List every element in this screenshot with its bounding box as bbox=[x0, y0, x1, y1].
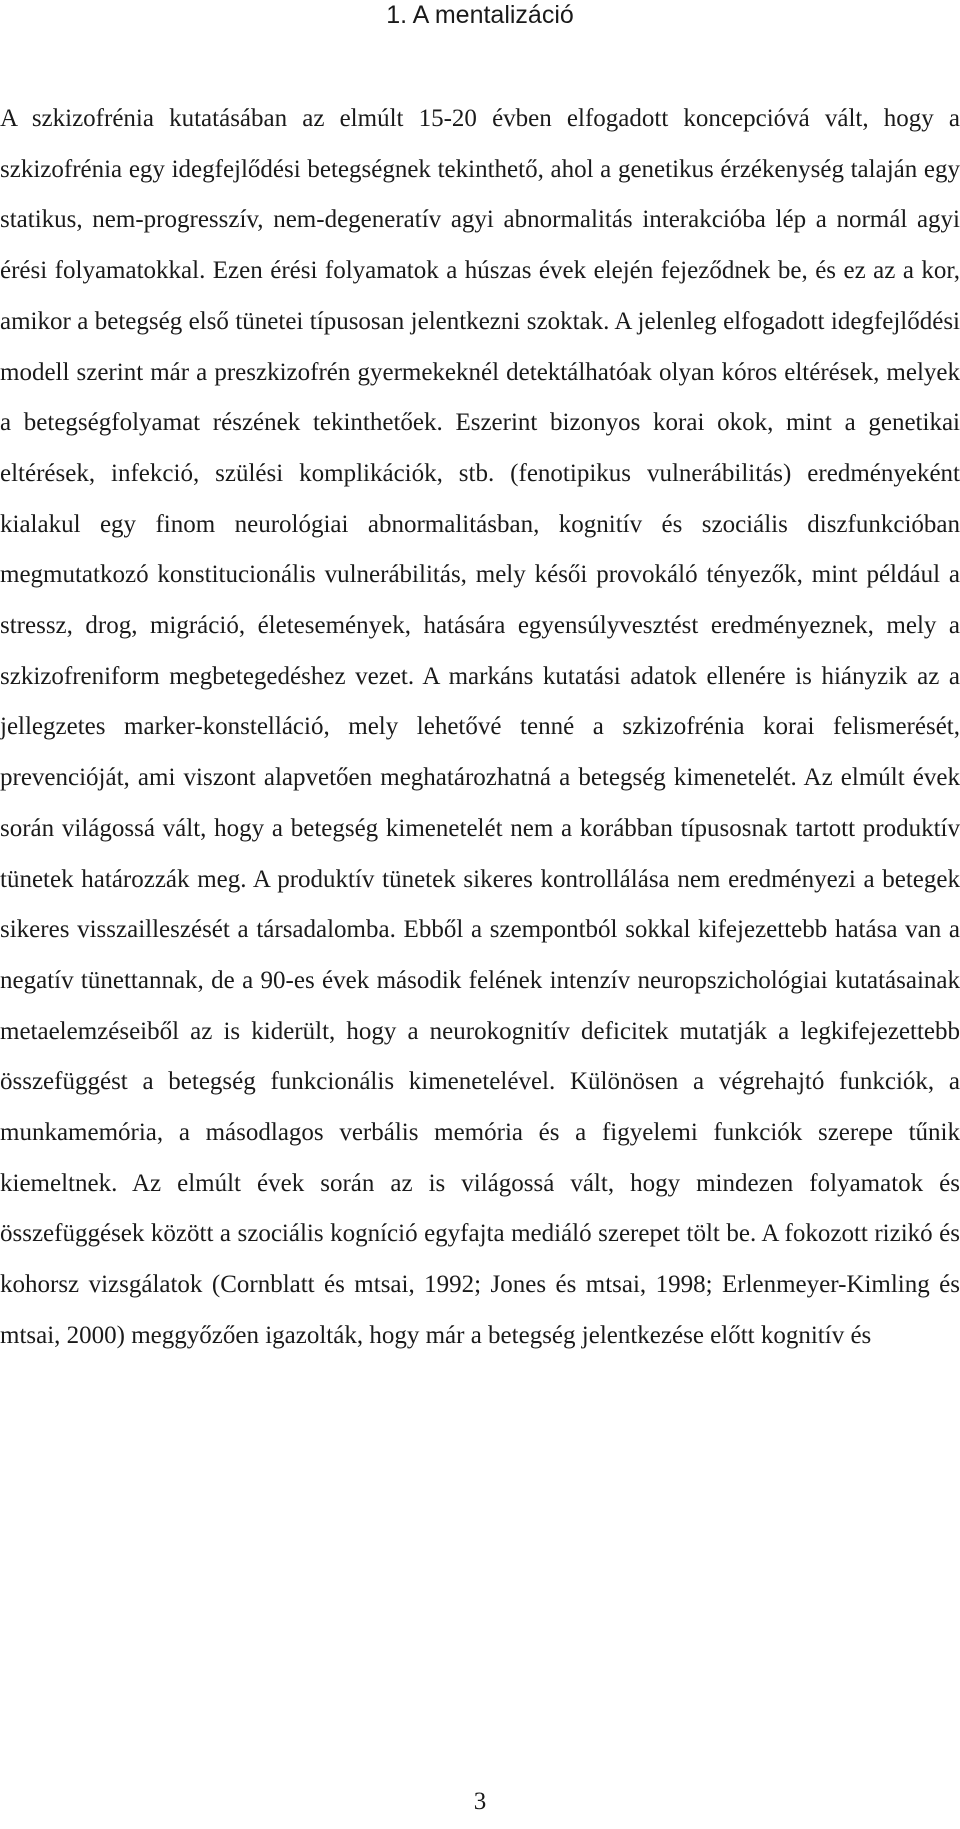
page-title: 1. A mentalizáció bbox=[386, 1, 574, 29]
body-paragraph: A szkizofrénia kutatásában az elmúlt 15-20 évben elfogadott koncepcióvá vált, hogy a szkizofrénia egy idegfejlődési betegségnek tekinthető, ahol a genetikus érzékenység talaján egy statikus, nem-progresszív, nem-degeneratív agyi abnormalitás interakcióba lép a normál agyi érési folyamatokkal. Ezen érési folyamatok a húszas évek elején fejeződnek be, és ez az a kor, amikor a betegség első tünetei típusosan jelentkezni szoktak. A jelenleg elfogadott idegfejlődési modell szerint már a preszkizofrén gyermekeknél detektálhatóak olyan kóros eltérések, melyek a betegségfolyamat részének tekinthetőek. Eszerint bizonyos korai okok, mint a genetikai eltérések, infekció, szülési komplikációk, stb. (fenotipikus vulnerábilitás) eredményeként kialakul egy finom neurológiai abnormalitásban, kognitív és szociális diszfunkcióban megmutatkozó konstitucionális vulnerábilitás, mely késői provokáló tényezők, mint például a stressz, drog, migráció, életesemények, hatására egyensúlyvesztést eredményeznek, mely a szkizofreniform megbetegedéshez vezet. A markáns kutatási adatok ellenére is hiányzik az a jellegzetes marker-konstelláció, mely lehetővé tenné a szkizofrénia korai felismerését, prevencióját, ami viszont alapvetően meghatározhatná a betegség kimenetelét. Az elmúlt évek során világossá vált, hogy a betegség kimenetelét nem a korábban típusosnak tartott produktív tünetek határozzák meg. A produktív tünetek sikeres kontrollálása nem eredményezi a betegek sikeres visszailleszését a társadalomba. Ebből a szempontból sokkal kifejezettebb hatása van a negatív tünettannak, de a 90-es évek második felének intenzív neuropszichológiai kutatásainak metaelemzéseiből az is kiderült, hogy a neurokognitív deficitek mutatják a legkifejezettebb összefüggést a betegség funkcionális kimenetelével. Különösen a végrehajtó funkciók, a munkamemória, a másodlagos verbális memória és a figyelemi funkciók szerepe tűnik kiemeltnek. Az elmúlt évek során az is világossá vált, hogy mindezen folyamatok és összefüggések között a szociális kogníció egyfajta mediáló szerepet tölt be. A fokozott rizikó és kohorsz vizsgálatok (Cornblatt és mtsai, 1992; Jones és mtsai, 1998; Erlenmeyer-Kimling és mtsai, 2000) meggyőzően igazolták, hogy már a betegség jelentkezése előtt kognitív és bbox=[0, 105, 960, 1349]
page-number: 3 bbox=[473, 1788, 487, 1815]
